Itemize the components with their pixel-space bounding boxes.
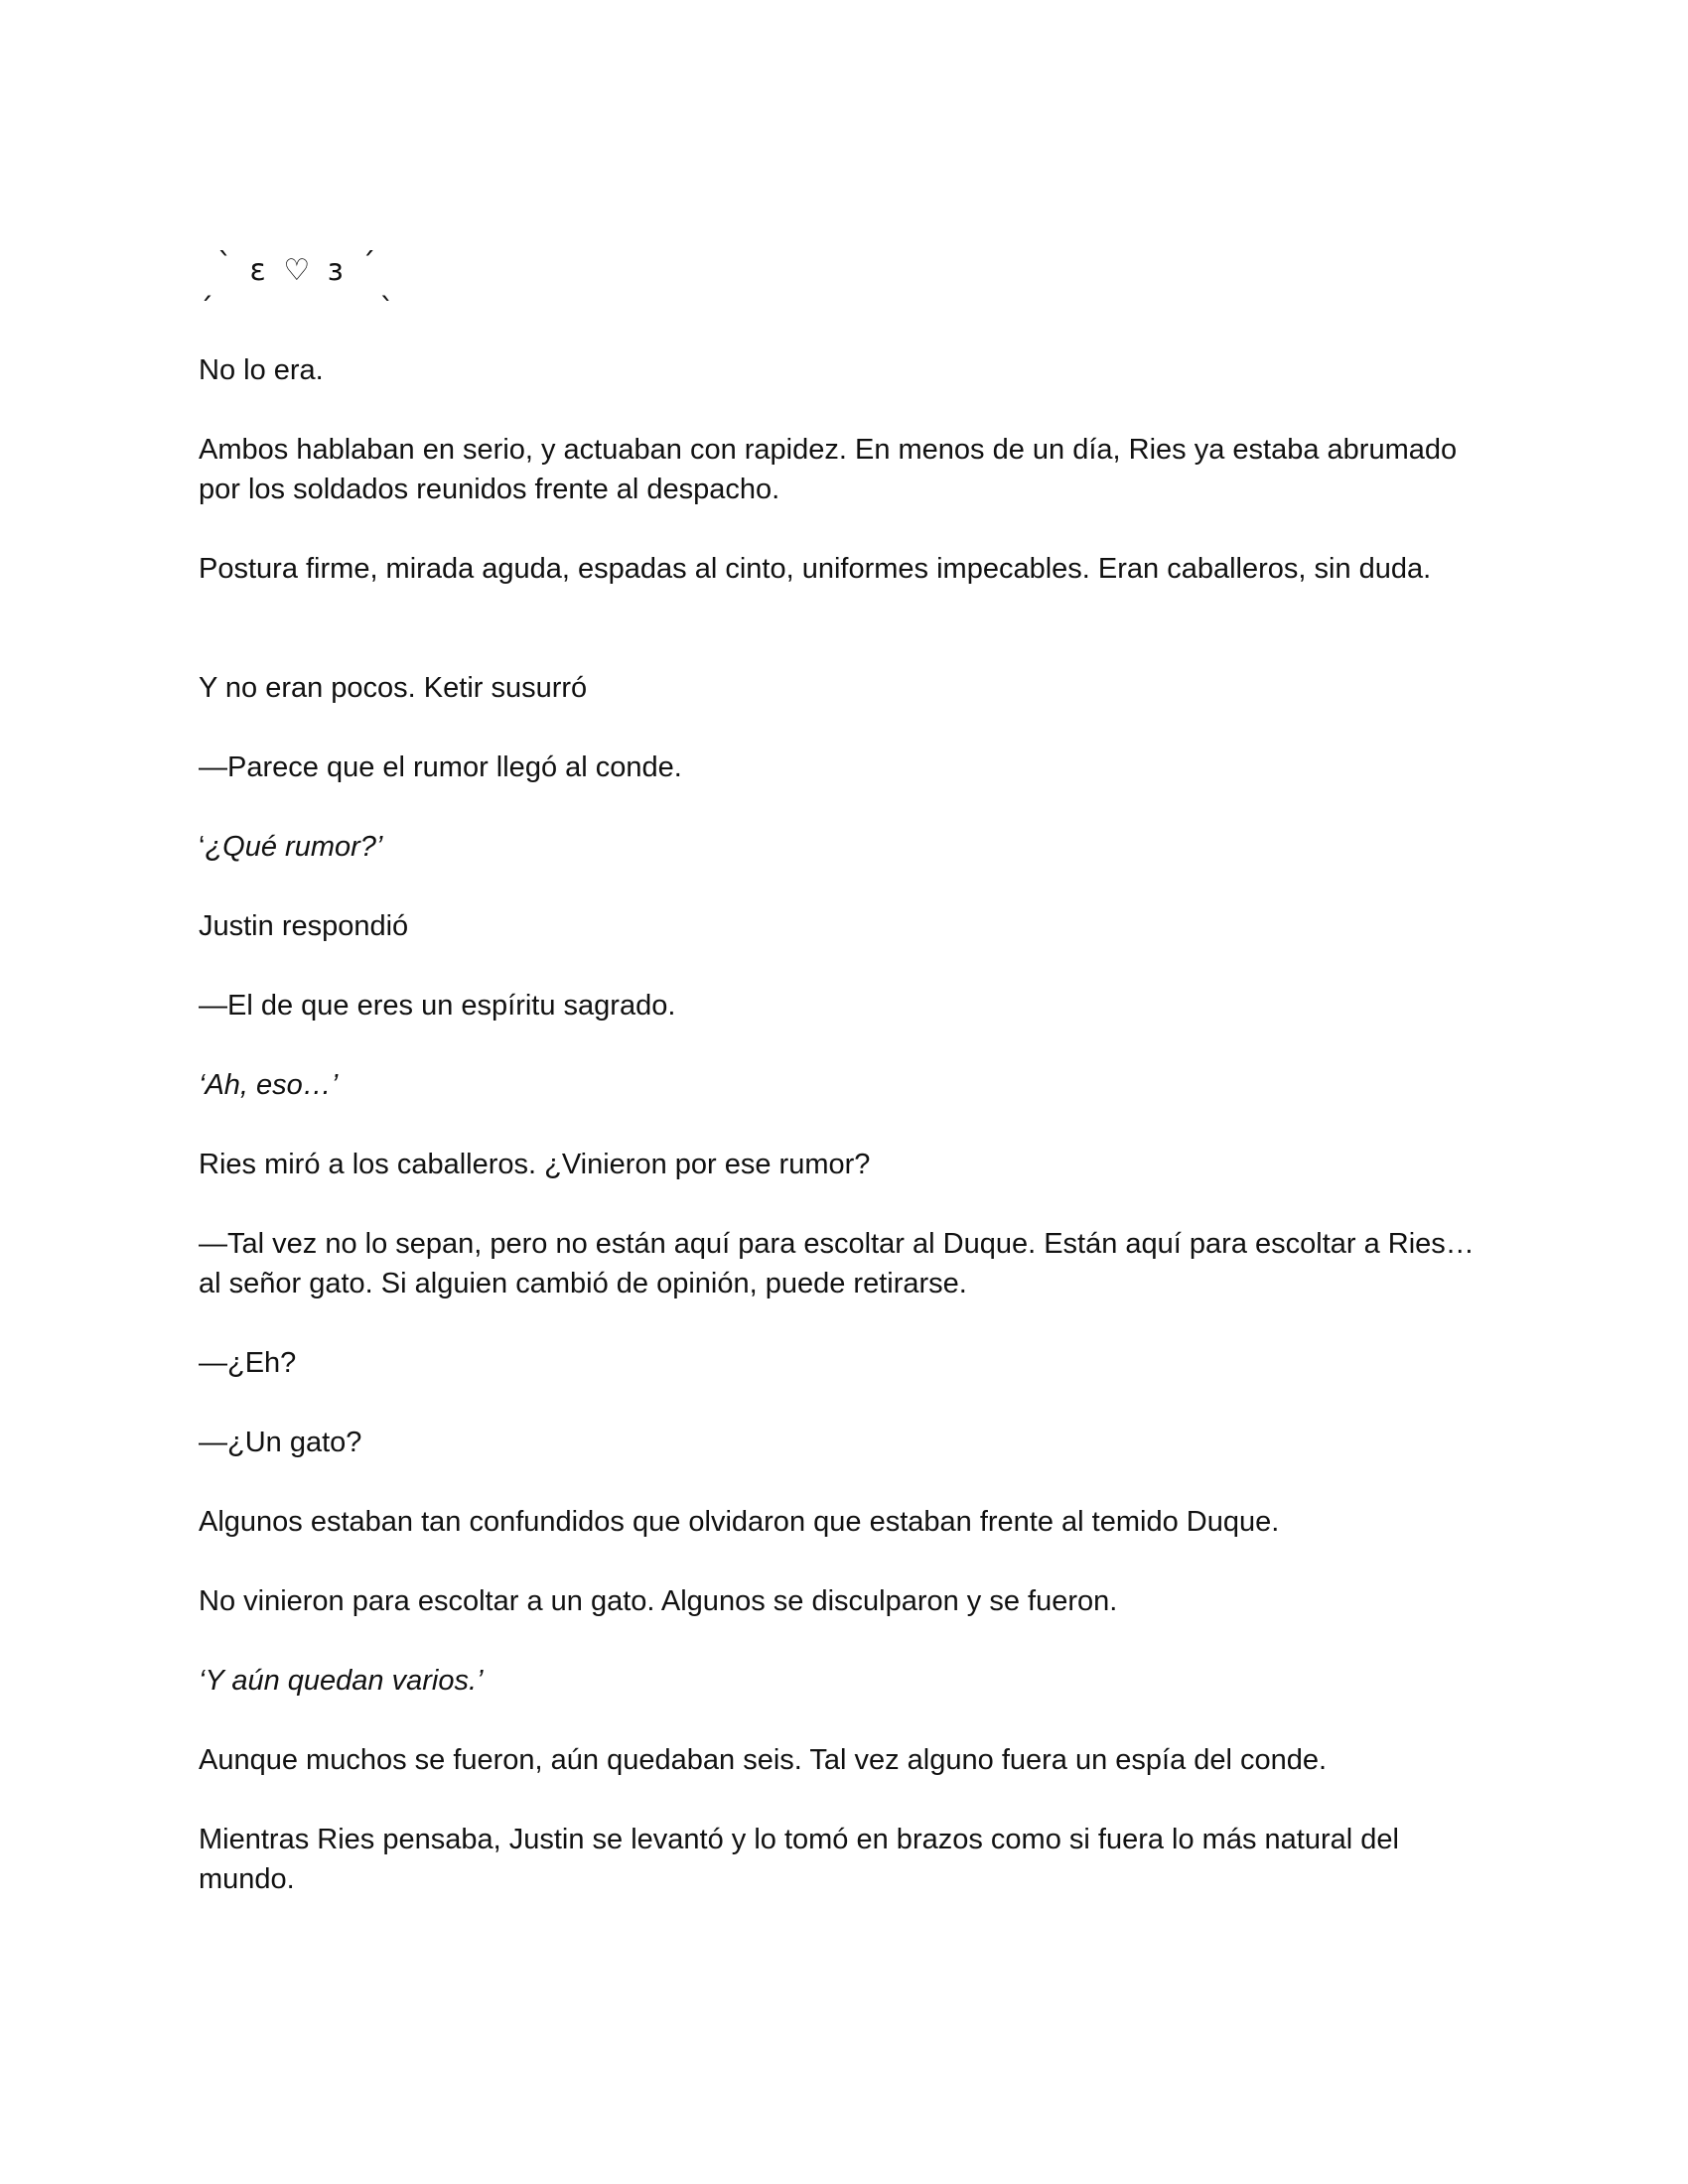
paragraph-14: Algunos estaban tan confundidos que olvidaron que estaban frente al temido Duque.: [199, 1506, 1280, 1538]
ornament-heart-divider: [199, 247, 399, 302]
paragraph-6-prefix: ‘: [199, 831, 206, 863]
heart-icon: ♡: [283, 253, 315, 288]
paragraph-9: ‘Ah, eso…’: [199, 1069, 339, 1101]
paragraph-2: Ambos hablaban en serio, y actuaban con rapidez. En menos de un día, Ries ya estaba abrumado por los soldados reunidos frente al despacho.: [199, 434, 1458, 505]
ornament-left-mark: ˏ: [199, 267, 217, 302]
paragraph-3: Postura firme, mirada aguda, espadas al cinto, uniformes impecables. Eran caballeros, sin duda.: [199, 553, 1432, 585]
paragraph-4: Y no eran pocos. Ketir susurró: [199, 672, 588, 704]
paragraph-1: No lo era.: [199, 354, 324, 386]
paragraph-6-text: ¿Qué rumor?’: [205, 831, 383, 863]
ornament-left-bracket: ɛ: [249, 253, 270, 288]
paragraph-12: —¿Eh?: [199, 1347, 297, 1379]
paragraph-8: —El de que eres un espíritu sagrado.: [199, 990, 676, 1022]
ornament-tick-left: ˋ: [217, 247, 236, 282]
paragraph-16: ‘Y aún quedan varios.’: [199, 1665, 484, 1697]
paragraph-6: [199, 827, 1489, 867]
paragraph-18: Mientras Ries pensaba, Justin se levantó y lo tomó en brazos como si fuera lo más natural del mundo.: [199, 1824, 1399, 1895]
paragraph-11: —Tal vez no lo sepan, pero no están aquí para escoltar al Duque. Están aquí para escoltar a Ries… al señor gato. Si alguien cambió de opinión, puede retirarse.: [199, 1228, 1475, 1299]
paragraph-13: —¿Un gato?: [199, 1427, 362, 1458]
ornament-tick-right: ˊ: [360, 247, 380, 282]
paragraph-17: Aunque muchos se fueron, aún quedaban seis. Tal vez alguno fuera un espía del conde.: [199, 1744, 1328, 1776]
paragraph-7: Justin respondió: [199, 910, 409, 942]
paragraph-15: No vinieron para escoltar a un gato. Algunos se disculparon y se fueron.: [199, 1585, 1118, 1617]
ornament-right-bracket: ɜ: [327, 253, 348, 288]
paragraph-5: —Parece que el rumor llegó al conde.: [199, 751, 682, 783]
ornament-right-mark: ˎ: [379, 267, 399, 302]
paragraph-10: Ries miró a los caballeros. ¿Vinieron por ese rumor?: [199, 1149, 871, 1180]
